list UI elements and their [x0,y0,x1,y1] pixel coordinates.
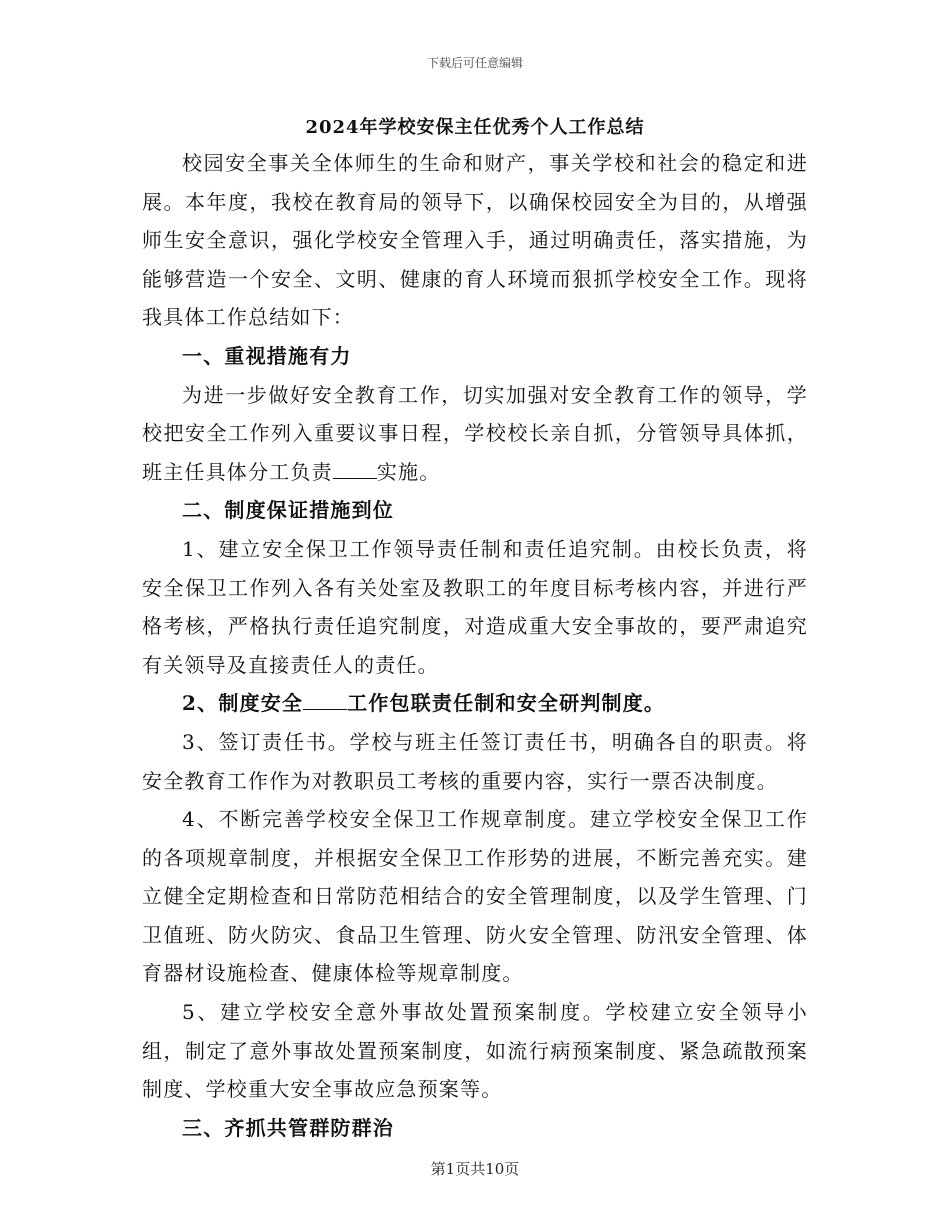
section-2-item-2-part2: 工作包联责任制和安全研判制度。 [347,691,666,716]
section-2-item-2 [142,684,808,723]
section-2-item-2-part1: 2、制度安全 [182,691,304,716]
section-1-heading: 一、重视措施有力 [182,343,352,368]
section-1-text-part1: 为进一步做好安全教育工作，切实加强对安全教育工作的领导，学校把安全工作列入重要议事日程，学校校长亲自抓，分管领导具体抓，班主任具体分工负责 [142,382,808,484]
document-body [142,112,808,1147]
section-1-text-part2: 实施。 [376,459,441,484]
intro-paragraph: 校园安全事关全体师生的生命和财产，事关学校和社会的稳定和进展。本年度，我校在教育局的领导下，以确保校园安全为目的，从增强师生安全意识，强化学校安全管理入手，通过明确责任，落实措施，为能够营造一个安全、文明、健康的育人环境而狠抓学校安全工作。现将我具体工作总结如下： [142,151,808,330]
fill-in-blank [333,477,377,479]
section-3-heading: 三、齐抓共管群防群治 [182,1115,394,1140]
page-footer: 第1页共10页 [430,1160,520,1178]
section-2-item-1: 1、建立安全保卫工作领导责任制和责任追究制。由校长负责，将安全保卫工作列入各有关处室及教职工的年度目标考核内容，并进行严格考核，严格执行责任追究制度，对造成重大安全事故的，要严肃追究有关领导及直接责任人的责任。 [142,536,808,677]
document-title: 2024年学校安保主任优秀个人工作总结 [305,117,645,138]
section-2-heading: 二、制度保证措施到位 [182,498,394,523]
section-2-item-4: 4、不断完善学校安全保卫工作规章制度。建立学校安全保卫工作的各项规章制度，并根据安全保卫工作形势的进展，不断完善充实。建立健全定期检查和日常防范相结合的安全管理制度，以及学生管理、门卫值班、防火防灾、食品卫生管理、防火安全管理、防汛安全管理、体育器材设施检查、健康体检等规章制度。 [142,807,808,986]
section-2-item-5: 5、建立学校安全意外事故处置预案制度。学校建立安全领导小组，制定了意外事故处置预案制度，如流行病预案制度、紧急疏散预案制度、学校重大安全事故应急预案等。 [142,1000,808,1102]
fill-in-blank [303,708,347,710]
header-note: 下载后可任意编辑 [426,56,523,70]
section-2-item-3: 3、签订责任书。学校与班主任签订责任书，明确各自的职责。将安全教育工作作为对教职员工考核的重要内容，实行一票否决制度。 [142,729,808,793]
section-1-paragraph [142,376,808,492]
